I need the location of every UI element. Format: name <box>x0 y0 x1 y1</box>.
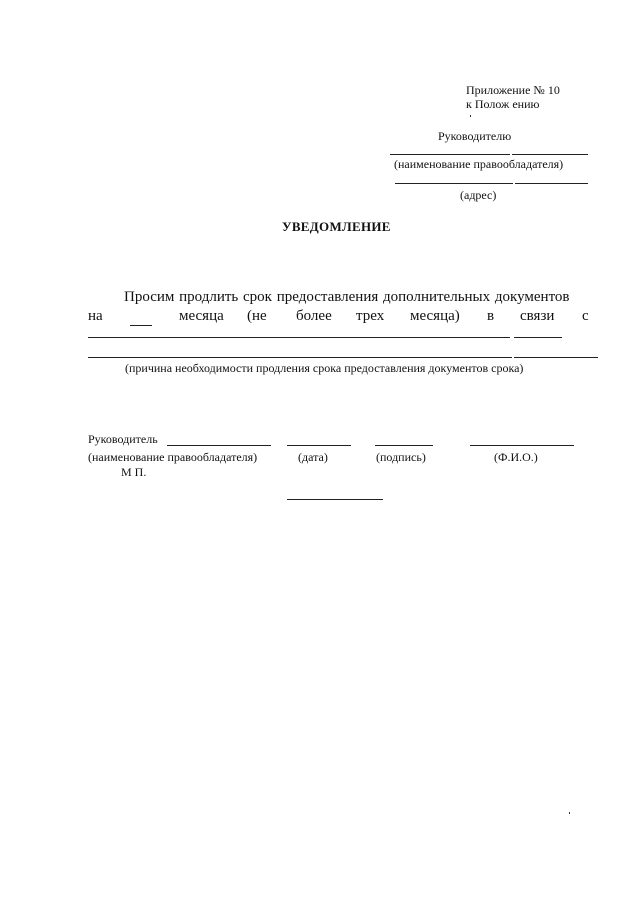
holder-name-line-right[interactable] <box>512 154 588 155</box>
months-count-line[interactable] <box>130 325 152 326</box>
reason-line-1a[interactable] <box>88 337 510 338</box>
signature-name-line[interactable] <box>470 445 574 446</box>
reason-line-2b[interactable] <box>514 357 598 358</box>
signature-role-label: Руководитель <box>88 432 158 446</box>
signature-sign-line[interactable] <box>375 445 433 446</box>
reason-line-1b[interactable] <box>514 337 562 338</box>
reason-line-2a[interactable] <box>88 357 512 358</box>
request-word-months: месяца <box>179 308 224 324</box>
scan-speck-bottom <box>569 812 570 814</box>
request-word-months2: месяца) <box>410 308 460 324</box>
request-word-na: на <box>88 308 103 324</box>
address-line-right[interactable] <box>515 183 588 184</box>
request-word-more: более <box>296 308 332 324</box>
scan-speck <box>470 115 471 117</box>
address-caption: (адрес) <box>460 188 497 202</box>
appendix-number: Приложение № 10 <box>466 83 560 97</box>
signature-holder-caption: (наименование правообладателя) <box>88 450 258 464</box>
address-line-left[interactable] <box>395 183 513 184</box>
signature-sign-caption: (подпись) <box>376 450 426 464</box>
request-word-not: (не <box>247 308 267 324</box>
signature-date-caption: (дата) <box>298 450 328 464</box>
request-text-line1: Просим продлить срок предоставления дополнительных документов <box>124 289 570 305</box>
request-word-with: с <box>582 308 589 324</box>
request-word-three: трех <box>356 308 385 324</box>
closing-separator <box>287 499 383 500</box>
document-heading: УВЕДОМЛЕНИЕ <box>282 219 391 234</box>
request-word-connection: связи <box>520 308 555 324</box>
stamp-place: М П. <box>121 465 147 479</box>
signature-date-line[interactable] <box>287 445 351 446</box>
signature-name-caption: (Ф.И.О.) <box>494 450 538 464</box>
addressee-title: Руководителю <box>438 129 512 143</box>
reason-caption: (причина необходимости продления срока предоставления документов срока) <box>125 361 524 375</box>
holder-name-line-left[interactable] <box>390 154 510 155</box>
request-word-in: в <box>487 308 495 324</box>
appendix-regulation: к Полож ению <box>466 97 540 111</box>
signature-holder-line[interactable] <box>167 445 271 446</box>
holder-name-caption: (наименование правообладателя) <box>394 157 564 171</box>
